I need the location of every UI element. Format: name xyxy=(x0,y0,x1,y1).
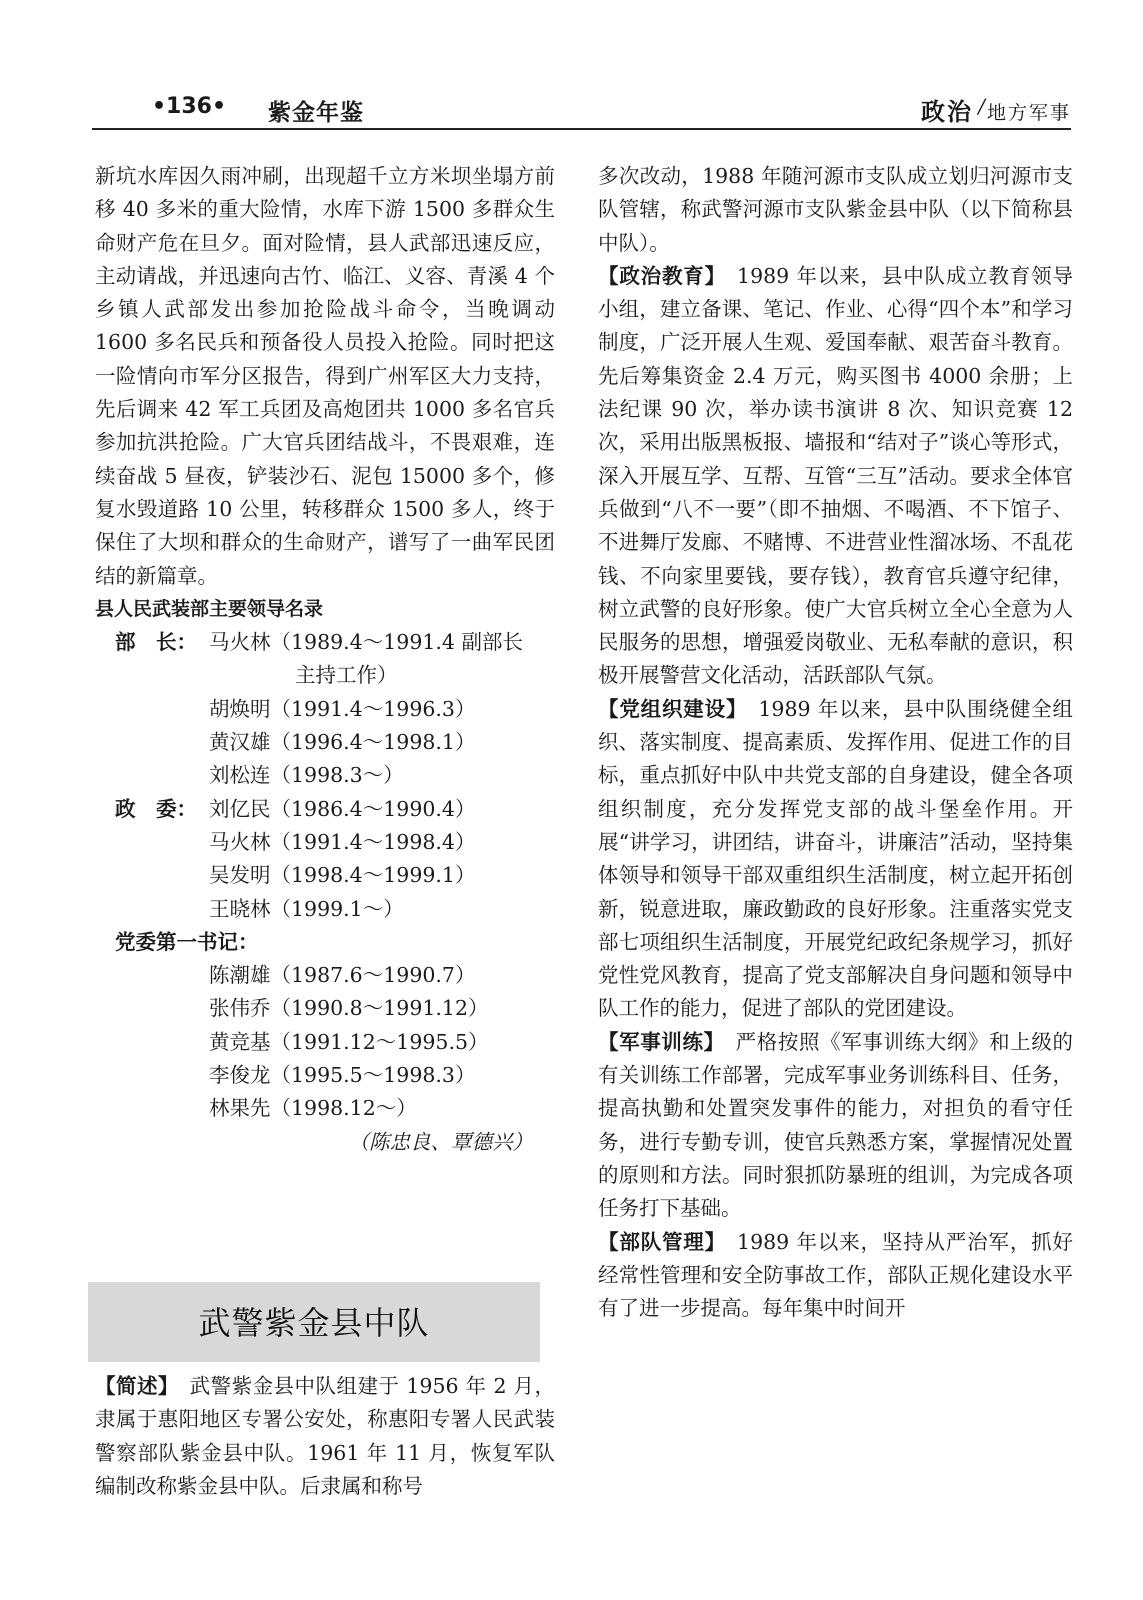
roster-row xyxy=(95,693,555,726)
running-header xyxy=(92,88,1071,130)
role-label-party-secretary: 党委第一书记： xyxy=(115,929,259,954)
roster-row xyxy=(95,893,555,926)
roster-row xyxy=(95,959,555,992)
roster-row xyxy=(95,626,555,659)
section-tag: 【政治教育】 xyxy=(598,263,716,288)
roster-name: 胡焕明（1991.4～1996.3） xyxy=(209,696,476,721)
roster-name: 王晓林（1999.1～） xyxy=(209,896,404,921)
overview-paragraph xyxy=(95,1370,555,1503)
roster-name: 黄汉雄（1996.4～1998.1） xyxy=(209,730,476,755)
overview-text: 武警紫金县中队组建于 1956 年 2 月，隶属于惠阳地区专署公安处，称惠阳专署人民武装警察部队紫金县中队。1961 年 11 月，恢复军队编制改称紫金县中队。后隶属和称号 xyxy=(95,1374,556,1498)
role-label-commissar: 政 委： xyxy=(115,796,197,821)
section-tag: 【党组织建设】 xyxy=(598,696,738,721)
intro-paragraph: 新坑水库因久雨冲刷，出现超千立方米坝坐塌方前移 40 多米的重大险情，水库下游 1500 多群众生命财产危在旦夕。面对险情，县人武部迅速反应，主动请战，并迅速向古竹、临江、义容、青溪 4 个乡镇人武部发出参加抢险战斗命令，当晚调动 1600 多名民兵和预备役人员投入抢险。同时把这一险情向市军分区报告，得到广州军区大力支持，先后调来 42 军工兵团及高炮团共 1000 多名官兵参加抗洪抢险。广大官兵团结战斗，不畏艰难，连续奋战 5 昼夜，铲装沙石、泥包 15000 多个，修复水毁道路 10 公里，转移群众 1500 多人，终于保住了大坝和群众的生命财产，谱写了一曲军民团结的新篇章。 xyxy=(95,164,555,588)
section-banner-title: 武警紫金县中队 xyxy=(198,1304,430,1342)
roster-row xyxy=(95,1059,555,1092)
overview-tag: 【简述】 xyxy=(95,1374,169,1398)
roster-name: 马火林（1989.4～1991.4 副部长 xyxy=(209,630,523,655)
roster-name: 张伟乔（1990.8～1991.12） xyxy=(209,996,489,1021)
section-text: 1989 年以来，县中队围绕健全组织、落实制度、提高素质、发挥作用、促进工作的目标，重点抓好中队中共党支部的自身建设，健全各项组织制度，充分发挥党支部的战斗堡垒作用。开展“讲学习，讲团结，讲奋斗，讲廉洁”活动，坚持集体领导和领导干部双重组织生活制度，树立起开拓创新，锐意进取，廉政勤政的良好形象。注重落实党支部七项组织生活制度，开展党纪政纪条规学习，抓好党性党风教育，提高了党支部解决自身问题和领导中队工作的能力，促进了部队的党团建设。 xyxy=(598,696,1073,1021)
book-title: 紫金年鉴 xyxy=(268,100,364,126)
section-text: 1989 年以来，坚持从严治军，抓好经常性管理和安全防事故工作，部队正规化建设水平有了进一步提高。每年集中时间开 xyxy=(598,1229,1073,1321)
roster-row xyxy=(95,793,555,826)
section-tag: 【部队管理】 xyxy=(598,1229,716,1254)
roster-name: 刘亿民（1986.4～1990.4） xyxy=(209,796,476,821)
roster-name: 李俊龙（1995.5～1998.3） xyxy=(209,1063,476,1088)
section-paragraph xyxy=(598,1226,1073,1326)
roster-row xyxy=(95,992,555,1025)
page-number: •136• xyxy=(152,94,227,119)
section-text: 1989 年以来，县中队成立教育领导小组，建立备课、笔记、作业、心得“四个本”和学习制度，广泛开展人生观、爱国奉献、艰苦奋斗教育。先后筹集资金 2.4 万元，购买图书 4000 余册；上法纪课 90 次，举办读书演讲 8 次、知识竞赛 12 次，采用出版黑板报、墙报和“结对子”谈心等形式，深入开展互学、互帮、互管“三互”活动。要求全体官兵做到“八不一要”（即不抽烟、不喝酒、不下馆子、不进舞厅发廊、不赌博、不进营业性溜冰场、不乱花钱、不向家里要钱，要存钱），教育官兵遵守纪律，树立武警的良好形象。使广大官兵树立全心全意为人民服务的思想，增强爱岗敬业、无私奉献的意识，积极开展警营文化活动，活跃部队气氛。 xyxy=(598,263,1073,688)
role-label-minister: 部 长： xyxy=(115,630,197,655)
section-paragraph xyxy=(598,1026,1073,1226)
right-column xyxy=(598,160,1073,1325)
header-slash: / xyxy=(978,94,985,118)
section-paragraph xyxy=(598,693,1073,1026)
roster-row xyxy=(95,859,555,892)
roster-row xyxy=(95,826,555,859)
roster-row xyxy=(95,1092,555,1125)
roster-name: 陈潮雄（1987.6～1990.7） xyxy=(209,963,476,988)
author-credit: （陈忠良、覃德兴） xyxy=(348,1129,533,1154)
roster-name: 刘松连（1998.3～） xyxy=(209,763,404,788)
roster-row xyxy=(95,1026,555,1059)
roster-name: 马火林（1991.4～1998.4） xyxy=(209,829,476,854)
roster-title: 县人民武装部主要领导名录 xyxy=(95,597,324,620)
section-title: 政治 xyxy=(921,98,973,126)
section-paragraph xyxy=(598,260,1073,693)
roster-row xyxy=(95,759,555,792)
left-column xyxy=(95,160,555,1159)
roster-continuation: 主持工作） xyxy=(295,663,398,688)
section-banner xyxy=(88,1282,540,1362)
roster-name: 吴发明（1998.4～1999.1） xyxy=(209,863,476,888)
roster-name: 黄竞基（1991.12～1995.5） xyxy=(209,1029,489,1054)
roster-row xyxy=(95,726,555,759)
section-text: 严格按照《军事训练大纲》和上级的有关训练工作部署，完成军事业务训练科目、任务，提高执勤和处置突发事件的能力，对担负的看守任务，进行专勤专训，使官兵熟悉方案，掌握情况处置的原则和方法。同时狠抓防暴班的组训，为完成各项任务打下基础。 xyxy=(598,1029,1073,1221)
roster-name: 林果先（1998.12～） xyxy=(209,1096,417,1121)
overview-block xyxy=(95,1370,555,1503)
continued-paragraph: 多次改动，1988 年随河源市支队成立划归河源市支队管辖，称武警河源市支队紫金县中队（以下简称县中队）。 xyxy=(598,164,1073,255)
subsection-title: 地方军事 xyxy=(986,102,1071,124)
section-tag: 【军事训练】 xyxy=(598,1029,715,1054)
